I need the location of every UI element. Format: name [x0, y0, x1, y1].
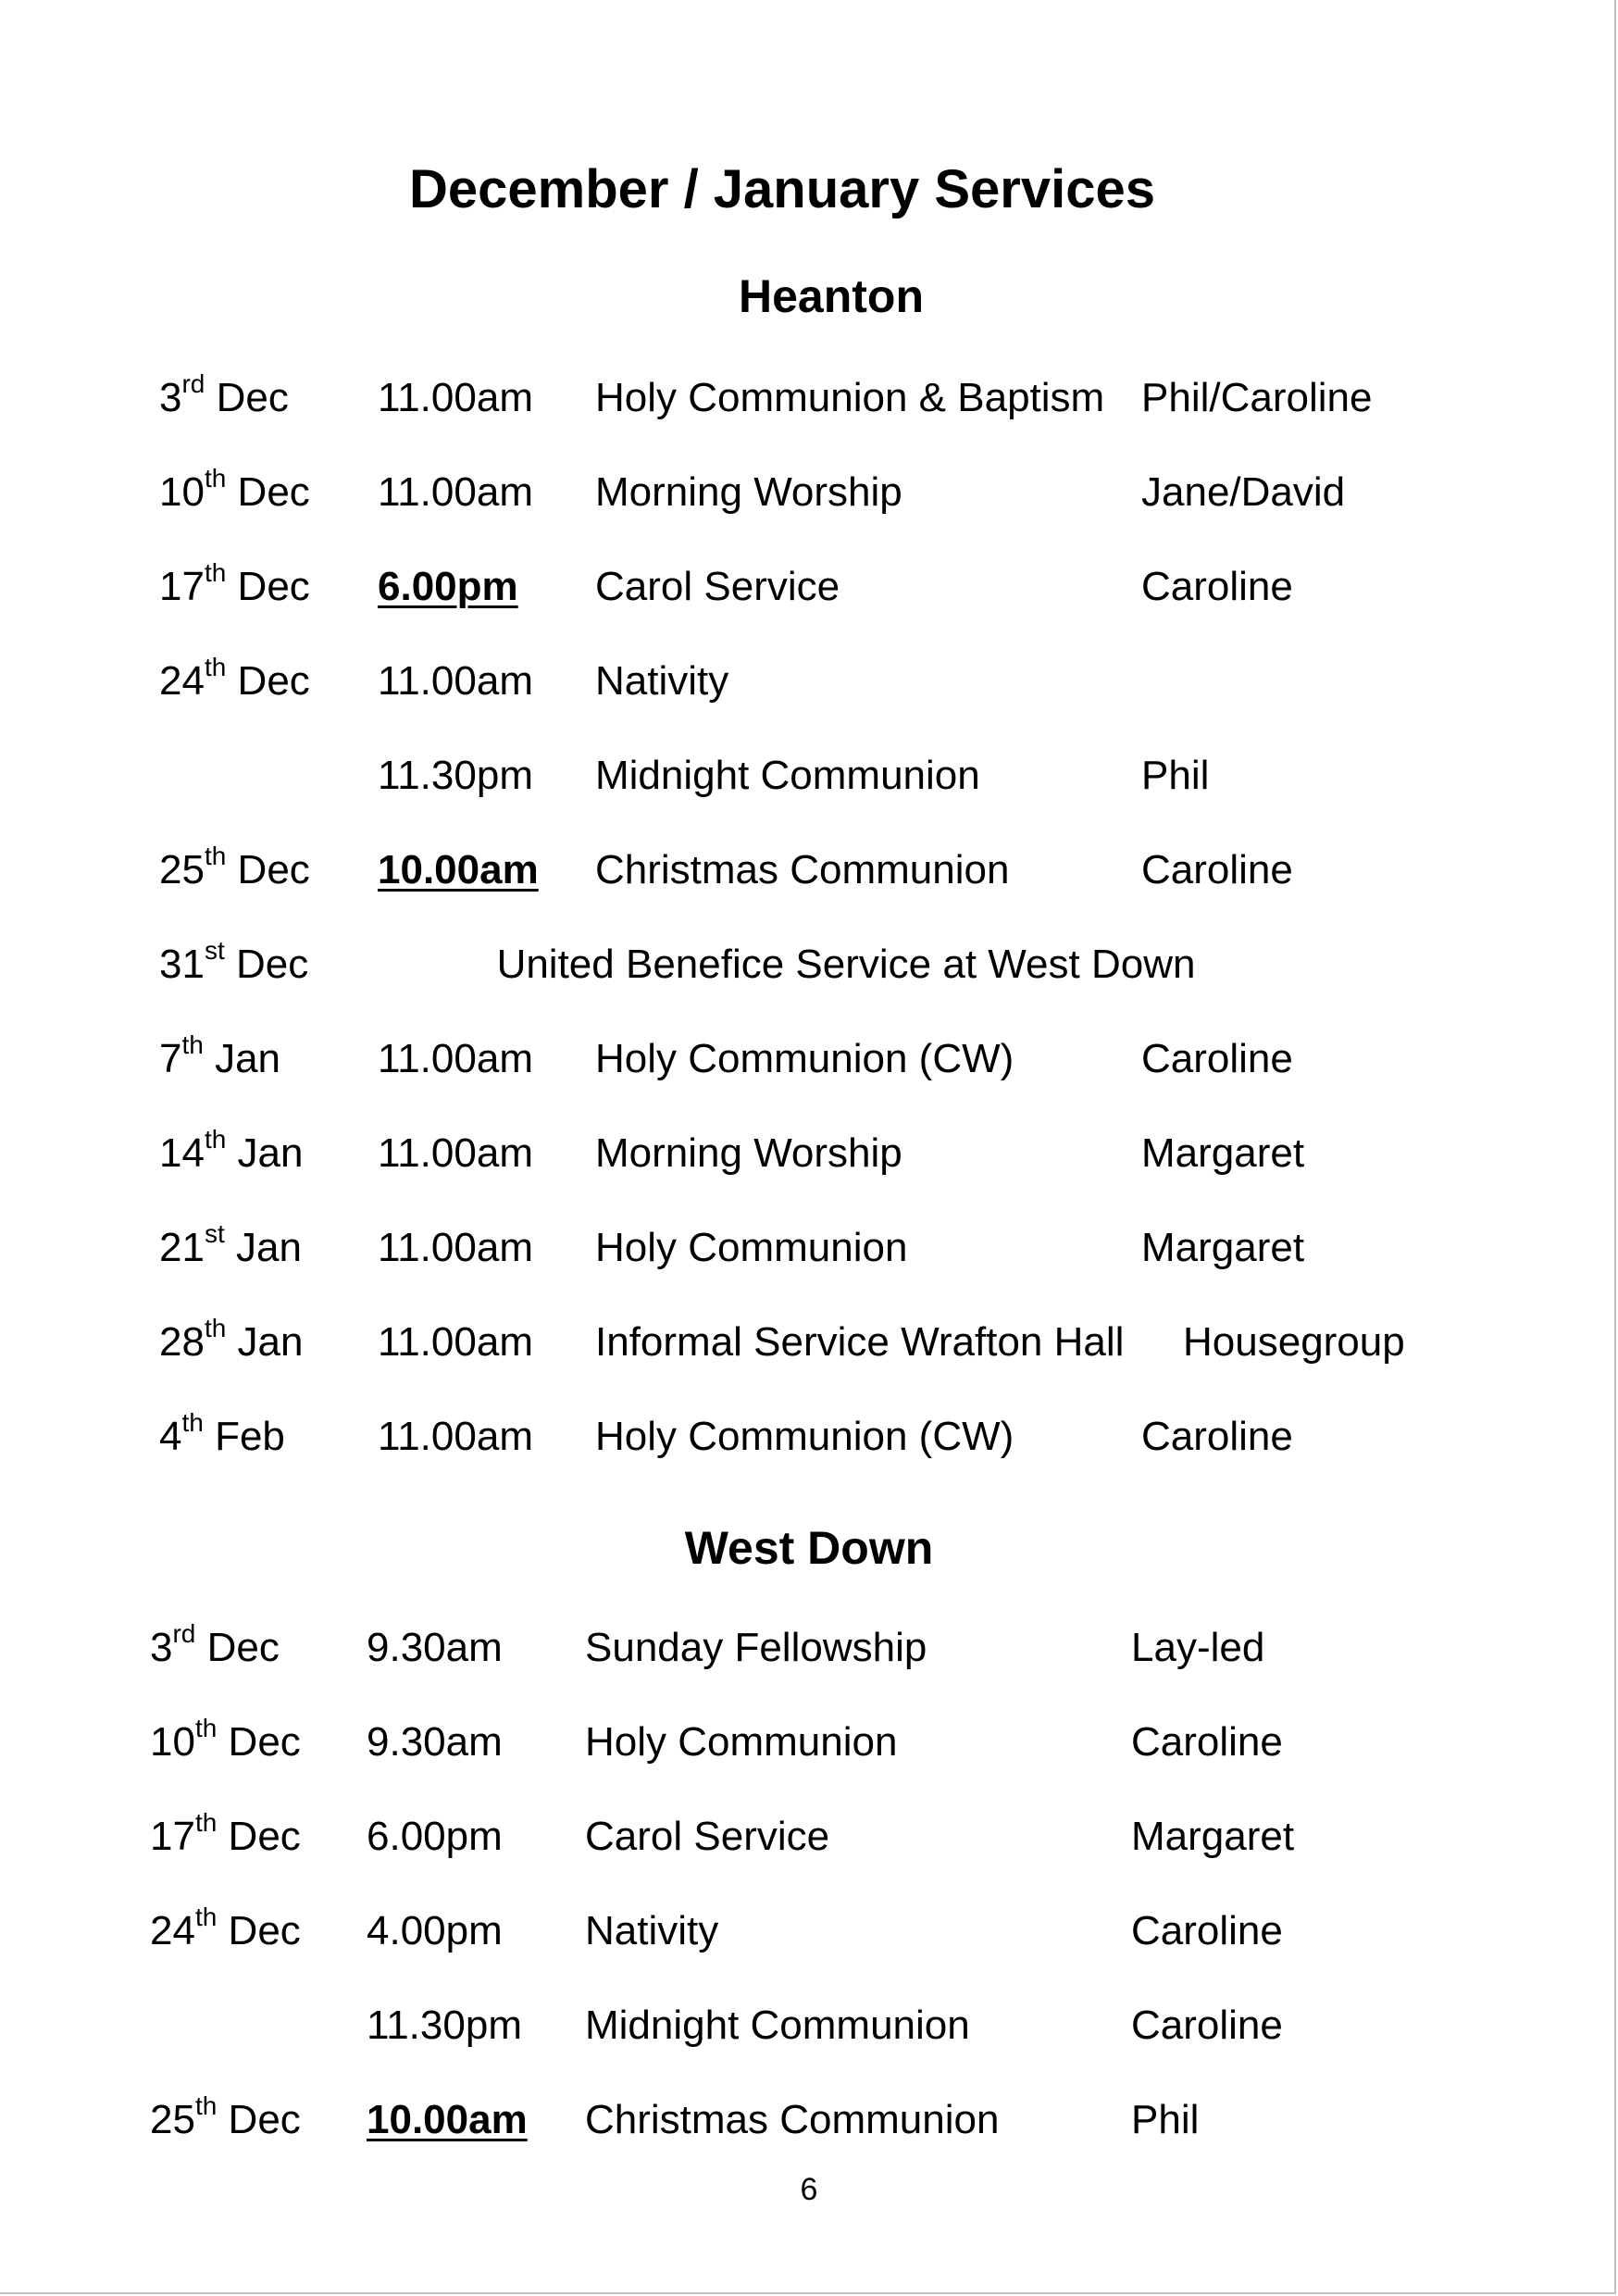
date-day: 21	[159, 1225, 205, 1270]
date-ordinal-suffix: st	[204, 936, 225, 965]
date-ordinal-suffix: rd	[181, 369, 205, 398]
date-ordinal-suffix: th	[181, 1408, 204, 1437]
service-leader: Housegroup	[1183, 1319, 1405, 1365]
service-row	[0, 1310, 1618, 1375]
date-month: Jan	[235, 1225, 302, 1270]
service-date	[159, 838, 310, 903]
service-name: Midnight Communion	[595, 753, 980, 798]
date-day: 3	[159, 375, 182, 420]
date-day: 17	[150, 1814, 195, 1859]
service-date	[159, 1121, 304, 1186]
service-row	[0, 1216, 1618, 1280]
service-name: Morning Worship	[595, 1130, 902, 1176]
service-row	[0, 460, 1618, 525]
service-name: Informal Service Wrafton Hall	[595, 1319, 1125, 1365]
service-date	[159, 1216, 302, 1280]
service-row	[0, 1027, 1618, 1092]
service-time: 11.00am	[378, 469, 533, 515]
service-leader: Phil	[1131, 2097, 1200, 2142]
service-date	[159, 1027, 280, 1092]
page-number: 6	[800, 2172, 818, 2207]
service-name: Holy Communion (CW)	[595, 1036, 1014, 1081]
date-day: 25	[159, 847, 205, 892]
service-name: Carol Service	[595, 564, 840, 609]
date-month: Dec	[235, 942, 309, 987]
service-date	[159, 460, 310, 525]
service-name: Christmas Communion	[595, 847, 1010, 892]
service-row	[0, 366, 1618, 430]
service-name: Morning Worship	[595, 469, 902, 515]
service-row	[0, 555, 1618, 619]
service-time: 11.30pm	[378, 753, 533, 798]
date-ordinal-suffix: th	[181, 1030, 204, 1059]
service-row	[0, 743, 1618, 808]
date-month: Dec	[216, 375, 289, 420]
date-month: Dec	[228, 1719, 301, 1765]
service-leader: Caroline	[1141, 564, 1293, 609]
service-leader: Margaret	[1131, 1814, 1295, 1859]
date-ordinal-suffix: rd	[172, 1619, 196, 1648]
date-month: Dec	[237, 469, 310, 515]
service-leader: Margaret	[1141, 1130, 1305, 1176]
service-time: 11.00am	[378, 1319, 533, 1365]
service-leader: Jane/David	[1141, 469, 1346, 515]
service-time: 10.00am	[367, 2097, 528, 2142]
date-day: 25	[150, 2097, 195, 2142]
service-row	[0, 1404, 1618, 1469]
service-leader: Phil	[1141, 753, 1210, 798]
service-name: Nativity	[585, 1908, 719, 1953]
service-time: 9.30am	[367, 1719, 503, 1765]
service-leader: Margaret	[1141, 1225, 1305, 1270]
date-month: Dec	[228, 2097, 301, 2142]
service-row	[0, 1899, 1618, 1964]
date-day: 14	[159, 1130, 205, 1176]
service-time: 4.00pm	[367, 1908, 503, 1953]
service-leader: Caroline	[1141, 847, 1293, 892]
service-name: Christmas Communion	[585, 2097, 1000, 2142]
page-title: December / January Services	[408, 159, 1156, 219]
date-month: Dec	[228, 1814, 301, 1859]
service-time: 6.00pm	[378, 564, 518, 609]
service-time: 9.30am	[367, 1625, 503, 1670]
date-ordinal-suffix: th	[194, 1714, 218, 1742]
service-time: 11.00am	[378, 1036, 533, 1081]
date-day: 24	[150, 1908, 195, 1953]
service-date	[150, 2088, 301, 2152]
date-month: Jan	[237, 1130, 304, 1176]
service-row	[0, 2088, 1618, 2152]
date-ordinal-suffix: th	[204, 1125, 227, 1154]
service-name: Holy Communion (CW)	[595, 1414, 1014, 1459]
service-leader: Caroline	[1131, 2003, 1283, 2048]
date-month: Jan	[215, 1036, 281, 1081]
service-row	[0, 932, 1618, 997]
service-name: Carol Service	[585, 1814, 830, 1859]
service-name: Holy Communion & Baptism	[595, 375, 1105, 420]
section-heading-west-down: West Down	[684, 1522, 934, 1574]
service-leader: Caroline	[1131, 1719, 1283, 1765]
date-month: Dec	[237, 658, 310, 704]
service-time: 11.00am	[378, 1414, 533, 1459]
service-date	[150, 1804, 301, 1869]
service-date	[159, 1404, 285, 1469]
service-row	[0, 649, 1618, 714]
service-row	[0, 1804, 1618, 1869]
date-ordinal-suffix: th	[204, 653, 227, 681]
service-time: 10.00am	[378, 847, 539, 892]
service-name: Sunday Fellowship	[585, 1625, 927, 1670]
date-month: Feb	[215, 1414, 285, 1459]
service-name: Midnight Communion	[585, 2003, 970, 2048]
service-name: Holy Communion	[585, 1719, 898, 1765]
date-day: 7	[159, 1036, 182, 1081]
date-day: 3	[150, 1625, 173, 1670]
service-date	[159, 366, 289, 430]
service-name: Nativity	[595, 658, 729, 704]
service-time: 11.00am	[378, 1225, 533, 1270]
service-date	[159, 649, 310, 714]
service-time: 11.30pm	[367, 2003, 522, 2048]
service-date	[159, 1310, 304, 1375]
service-leader: Caroline	[1141, 1414, 1293, 1459]
date-day: 4	[159, 1414, 182, 1459]
date-ordinal-suffix: th	[204, 464, 227, 493]
service-row	[0, 1710, 1618, 1775]
service-time: 11.00am	[378, 375, 533, 420]
service-note: United Benefice Service at West Down	[496, 942, 1196, 987]
date-day: 17	[159, 564, 205, 609]
service-date	[150, 1899, 301, 1964]
service-date	[159, 555, 310, 619]
date-ordinal-suffix: st	[204, 1219, 225, 1248]
date-ordinal-suffix: th	[204, 842, 227, 870]
date-ordinal-suffix: th	[194, 2091, 218, 2120]
service-row	[0, 838, 1618, 903]
section-heading-heanton: Heanton	[739, 270, 924, 322]
service-date	[150, 1710, 301, 1775]
date-month: Jan	[237, 1319, 304, 1365]
service-row	[0, 1121, 1618, 1186]
date-ordinal-suffix: th	[194, 1808, 218, 1837]
date-ordinal-suffix: th	[204, 1314, 227, 1342]
service-row	[0, 1993, 1618, 2058]
date-day: 10	[150, 1719, 195, 1765]
date-ordinal-suffix: th	[194, 1903, 218, 1931]
date-month: Dec	[237, 847, 310, 892]
date-day: 10	[159, 469, 205, 515]
service-row	[0, 1616, 1618, 1680]
date-month: Dec	[228, 1908, 301, 1953]
service-time: 11.00am	[378, 1130, 533, 1176]
service-date	[150, 1616, 280, 1680]
service-leader: Lay-led	[1131, 1625, 1265, 1670]
service-leader: Caroline	[1131, 1908, 1283, 1953]
date-month: Dec	[237, 564, 310, 609]
date-month: Dec	[206, 1625, 280, 1670]
date-day: 31	[159, 942, 205, 987]
service-leader: Caroline	[1141, 1036, 1293, 1081]
date-ordinal-suffix: th	[204, 558, 227, 587]
service-time: 6.00pm	[367, 1814, 503, 1859]
service-name: Holy Communion	[595, 1225, 908, 1270]
date-day: 28	[159, 1319, 205, 1365]
service-time: 11.00am	[378, 658, 533, 704]
service-leader: Phil/Caroline	[1141, 375, 1373, 420]
date-day: 24	[159, 658, 205, 704]
